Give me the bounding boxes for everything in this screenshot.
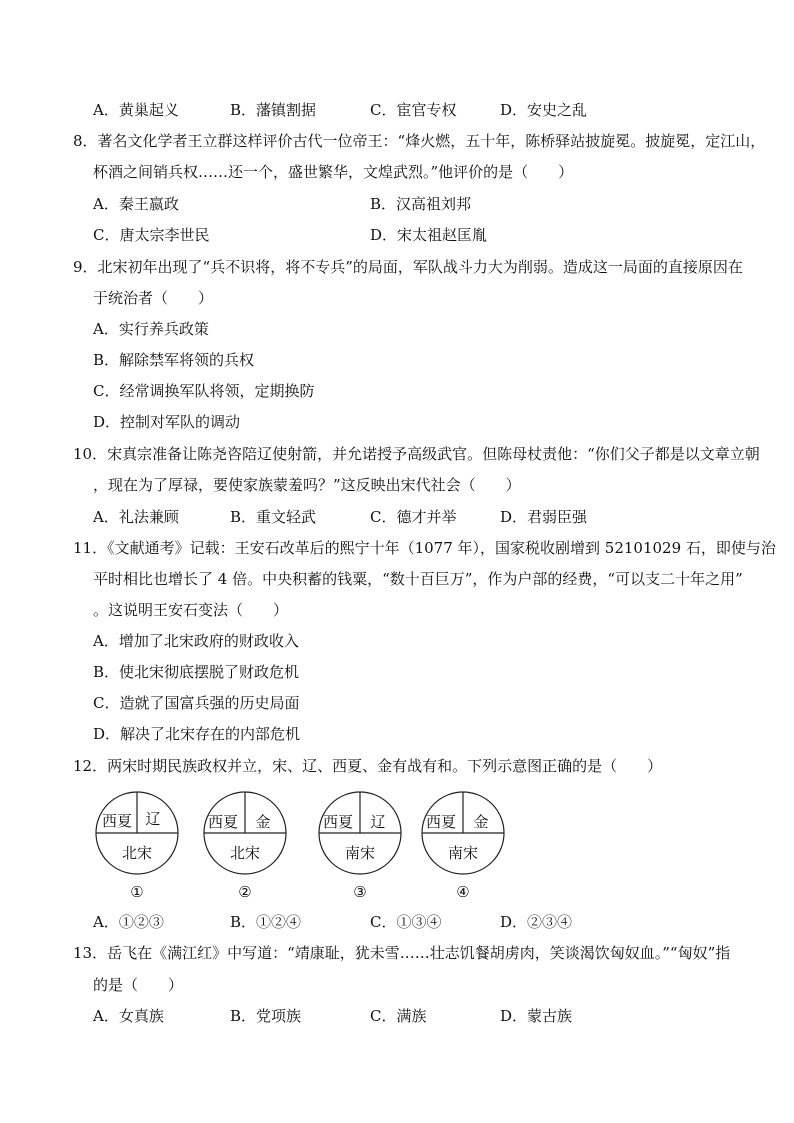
q10-option-a: A．礼法兼顾 <box>93 508 179 526</box>
q8-option-a: A．秦王嬴政 <box>93 195 179 213</box>
diagram-2-left-label: 西夏 <box>207 813 238 831</box>
diagram-3-left-label: 西夏 <box>322 813 353 831</box>
q11-option-d: D．解决了北宋存在的内部危机 <box>93 725 301 743</box>
q7-option-b: B．藩镇割据 <box>230 101 317 119</box>
q11-option-c: C．造就了国富兵强的历史局面 <box>93 694 300 712</box>
q10-option-d: D．君弱臣强 <box>500 508 588 526</box>
q9-option-c: C．经常调换军队将领，定期换防 <box>93 382 315 400</box>
q12-option-b: B．①②④ <box>230 913 302 931</box>
q11-option-b: B．使北宋彻底摆脱了财政危机 <box>93 663 300 681</box>
q11-stem-line1: 11．《文献通考》记载：王安石改革后的熙宁十年（1077 年），国家税收剧增到 52101029 石，即使与治 <box>73 539 776 557</box>
diagram-3-bottom-label: 南宋 <box>344 844 375 862</box>
q9-stem-line1: 9．北宋初年出现了“兵不识将，将不专兵”的局面，军队战斗力大为削弱。造成这一局面的直接原因在 <box>73 258 743 276</box>
q10-stem-line2: ，现在为了厚禄，要使家族蒙羞吗？”这反映出宋代社会（ ） <box>93 476 521 494</box>
q10-option-b: B．重文轻武 <box>230 508 317 526</box>
q12-option-c: C．①③④ <box>370 913 442 931</box>
diagram-4-left-label: 西夏 <box>425 813 456 831</box>
q9-stem-line2: 于统治者（ ） <box>93 289 214 307</box>
diagram-4-bottom-label: 南宋 <box>447 844 478 862</box>
q9-option-d: D．控制对军队的调动 <box>93 413 241 431</box>
q7-option-d: D．安史之乱 <box>500 101 588 119</box>
q13-option-d: D．蒙古族 <box>500 1007 573 1025</box>
q13-option-b: B．党项族 <box>230 1007 302 1025</box>
q13-option-a: A．女真族 <box>93 1007 164 1025</box>
diagram-circle-4 <box>418 790 508 876</box>
q8-stem-line1: 8．著名文化学者王立群这样评价古代一位帝王：“烽火燃，五十年，陈桥驿站披旋冕。披旋冕，定江山， <box>73 132 766 150</box>
diagram-1-number: ① <box>130 883 144 901</box>
diagram-circle-1 <box>92 790 182 876</box>
diagram-2-number: ② <box>238 883 252 901</box>
diagram-3-number: ③ <box>353 883 367 901</box>
q13-option-c: C．满族 <box>370 1007 427 1025</box>
q8-stem-line2: 杯酒之间销兵权……还一个，盛世繁华，文煌武烈。”他评价的是（ ） <box>93 163 574 181</box>
q11-stem-line3: 。这说明王安石变法（ ） <box>93 601 289 619</box>
q9-option-a: A．实行养兵政策 <box>93 320 209 338</box>
q13-stem-line2: 的是（ ） <box>93 976 184 994</box>
q13-stem-line1: 13．岳飞在《满江红》中写道：“靖康耻，犹未雪……壮志饥餐胡虏肉，笑谈渴饮匈奴血。”“匈奴”指 <box>73 944 731 962</box>
diagram-3-right-label: 辽 <box>370 813 386 831</box>
diagram-circle-2 <box>200 790 290 876</box>
diagram-4-right-label: 金 <box>473 813 489 831</box>
q11-option-a: A．增加了北宋政府的财政收入 <box>93 632 299 650</box>
q7-option-c: C．宦官专权 <box>370 101 457 119</box>
q8-option-c: C．唐太宗李世民 <box>93 226 210 244</box>
diagram-2-bottom-label: 北宋 <box>229 844 260 862</box>
q9-option-b: B．解除禁军将领的兵权 <box>93 351 255 369</box>
q8-option-b: B．汉高祖刘邦 <box>370 195 472 213</box>
diagram-1-left-label: 西夏 <box>101 812 132 830</box>
q10-stem-line1: 10．宋真宗准备让陈尧咨陪辽使射箭，并允诺授予高级武官。但陈母杖责他：“你们父子都是以文章立朝 <box>73 445 760 463</box>
diagram-circle-3 <box>315 790 405 876</box>
diagram-2-right-label: 金 <box>255 813 271 831</box>
diagram-4-number: ④ <box>456 883 470 901</box>
q10-option-c: C．德才并举 <box>370 508 457 526</box>
q8-option-d: D．宋太祖赵匡胤 <box>370 226 488 244</box>
q7-option-a: A．黄巢起义 <box>93 101 179 119</box>
q12-option-a: A．①②③ <box>93 913 164 931</box>
q12-option-d: D．②③④ <box>500 913 573 931</box>
q11-stem-line2: 平时相比也增长了 4 倍。中央积蓄的钱粟，“数十百巨万”，作为户部的经费，“可以支二十年之用” <box>93 570 743 588</box>
diagram-1-bottom-label: 北宋 <box>121 844 152 862</box>
diagram-1-right-label: 辽 <box>145 810 161 828</box>
q12-stem-line1: 12．两宋时期民族政权并立，宋、辽、西夏、金有战有和。下列示意图正确的是（ ） <box>73 757 663 775</box>
